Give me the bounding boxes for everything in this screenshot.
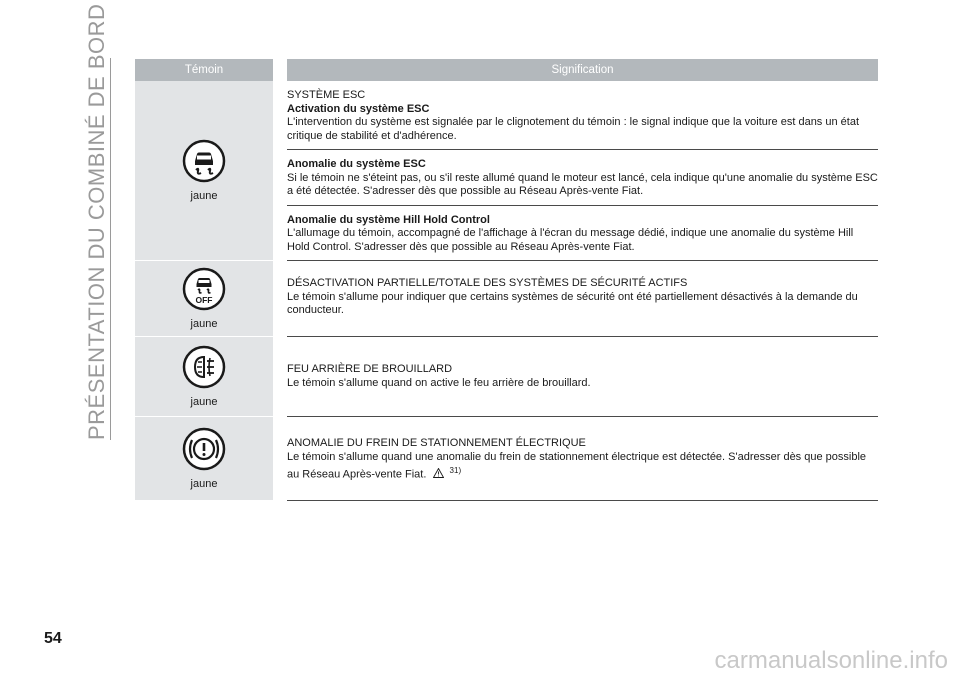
side-rule — [110, 58, 111, 440]
block-text: L'allumage du témoin, accompagné de l'affichage à l'écran du message dédié, indique une anomalie du système Hill Hold Control. S'adresser dès que possible au Réseau Après-vente Fiat. — [287, 227, 854, 253]
block-title: SYSTÈME ESC — [287, 89, 366, 101]
table-header-row — [135, 59, 878, 81]
description-cell — [280, 81, 878, 261]
page-number: 54 — [44, 630, 62, 647]
description-cell — [280, 417, 878, 501]
icon-color-label: jaune — [190, 478, 218, 491]
table-row — [135, 81, 878, 261]
header-signification: Signification — [280, 59, 878, 81]
icon-cell — [135, 417, 280, 501]
description-cell — [280, 337, 878, 417]
block-subtitle: Anomalie du système ESC — [287, 158, 426, 170]
icon-color-label: jaune — [190, 396, 218, 408]
icon-cell — [135, 337, 280, 417]
description-block — [287, 205, 878, 261]
icon-cell — [135, 81, 280, 261]
description-block — [287, 149, 878, 205]
description-block — [287, 81, 878, 149]
block-text: Le témoin s'allume quand on active le feu arrière de brouillard. — [287, 376, 591, 389]
table-row — [135, 417, 878, 501]
block-text-body: Le témoin s'allume quand une anomalie du frein de stationnement électrique est détectée. S'adresser dès que possible au Réseau Après-vente Fiat. — [287, 450, 867, 481]
icon-color-label: jaune — [190, 190, 218, 202]
description-block — [287, 261, 878, 332]
block-text: Le témoin s'allume pour indiquer que certains systèmes de sécurité ont été partiellement désactivés à la demande du conducteur. — [287, 290, 858, 316]
description-cell — [280, 261, 878, 337]
rear-fog-light-icon — [182, 345, 226, 394]
block-title: FEU ARRIÈRE DE BROUILLARD — [287, 363, 453, 375]
icon-cell — [135, 261, 280, 337]
table-row — [135, 261, 878, 337]
esc-off-icon — [182, 267, 226, 316]
description-block — [287, 337, 878, 416]
description-block — [287, 417, 878, 500]
warning-triangle-icon — [433, 468, 444, 483]
block-subtitle: Activation du système ESC — [287, 102, 430, 115]
watermark: carmanualsonline.info — [714, 647, 948, 674]
table-row — [135, 337, 878, 417]
block-title: ANOMALIE DU FREIN DE STATIONNEMENT ÉLECTRIQUE — [287, 437, 586, 449]
icon-color-label: jaune — [190, 318, 218, 330]
esc-skid-icon — [182, 139, 226, 188]
side-section-title: PRÉSENTATION DU COMBINÉ DE BORD — [84, 3, 109, 440]
warning-lights-table — [135, 59, 878, 501]
block-subtitle: Anomalie du système Hill Hold Control — [287, 213, 490, 226]
block-text — [287, 451, 878, 483]
header-temoin: Témoin — [135, 59, 280, 81]
svg-text:OFF: OFF — [195, 295, 213, 305]
block-text: Si le témoin ne s'éteint pas, ou s'il reste allumé quand le moteur est lancé, cela indique qu'une anomalie du système ESC a été détectée. S'adresser dès que possible au Réseau Après-vente Fiat. — [287, 171, 878, 197]
electric-parking-brake-fault-icon — [182, 427, 226, 476]
reference-note: 31) — [449, 466, 462, 475]
block-text: L'intervention du système est signalée par le clignotement du témoin : le signal indique que la voiture est dans un état critique de stabilité et d'adhérence. — [287, 116, 860, 142]
block-title: DÉSACTIVATION PARTIELLE/TOTALE DES SYSTÈMES DE SÉCURITÉ ACTIFS — [287, 277, 688, 289]
